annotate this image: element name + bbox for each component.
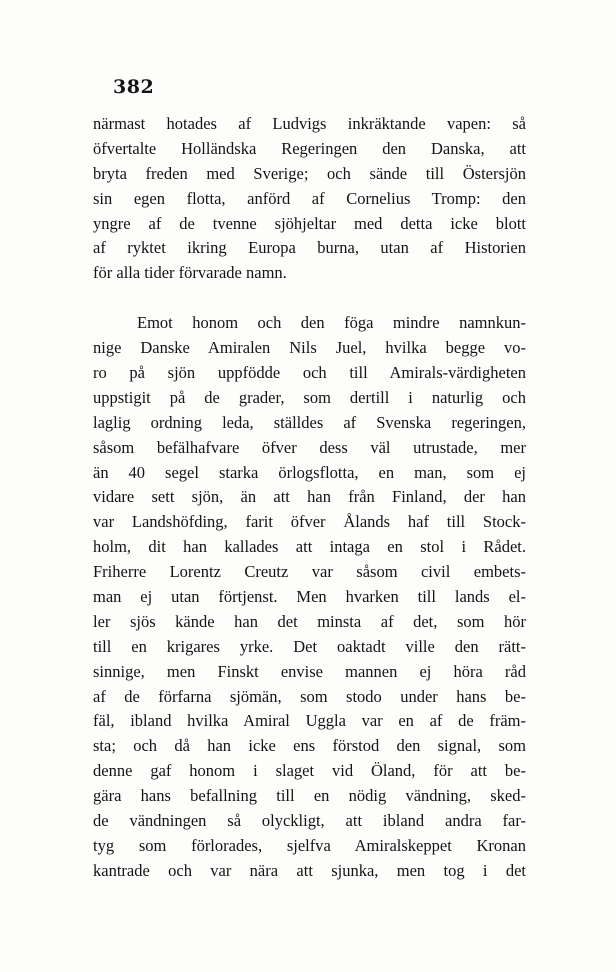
text-line: denne gaf honom i slaget vid Öland, för att be-: [93, 761, 526, 781]
text-line: gära hans befallning till en nödig vändning, sked-: [93, 786, 526, 806]
text-line: än 40 segel starka örlogsflotta, en man, som ej: [93, 462, 526, 482]
text-line: sin egen flotta, anförd af Cornelius Tromp: den: [93, 188, 526, 208]
text-line: ro på sjön uppfödde och till Amirals-värdigheten: [93, 363, 526, 383]
text-line: de vändningen så olyckligt, att ibland andra far-: [93, 811, 526, 831]
text-line: uppstigit på de grader, som dertill i naturlig och: [93, 387, 526, 407]
text-line: holm, dit han kallades att intaga en stol i Rådet.: [93, 537, 526, 557]
text-line: ler sjös kände han det minsta af det, som hör: [93, 611, 526, 631]
text-line: tyg som förlorades, sjelfva Amiralskeppet Kronan: [93, 835, 526, 855]
text-line: laglig ordning leda, ställdes af Svenska regeringen,: [93, 412, 526, 432]
text-line: nige Danske Amiralen Nils Juel, hvilka begge vo-: [93, 338, 526, 358]
text-line: Emot honom och den föga mindre namnkun-: [137, 313, 526, 333]
text-line: vidare sett sjön, än att han från Finland, der han: [93, 487, 526, 507]
text-line: öfvertalte Holländska Regeringen den Danska, att: [93, 138, 526, 158]
text-line: till en krigares yrke. Det oaktadt ville den rätt-: [93, 636, 526, 656]
body-text: [93, 112, 526, 884]
text-line: af ryktet ikring Europa burna, utan af Historien: [93, 238, 526, 258]
paragraph-gap: [93, 286, 526, 311]
text-line: yngre af de tvenne sjöhjeltar med detta icke blott: [93, 213, 526, 233]
page-number: 382: [113, 76, 155, 98]
text-line: för alla tider förvarade namn.: [93, 263, 287, 283]
paragraph-1: [93, 112, 526, 286]
text-line: såsom befälhafvare öfver dess väl utrustade, mer: [93, 437, 526, 457]
text-line: kantrade och var nära att sjunka, men tog i det: [93, 860, 526, 880]
text-line: var Landshöfding, farit öfver Ålands haf till Stock-: [93, 512, 526, 532]
text-line: man ej utan förtjenst. Men hvarken till lands el-: [93, 587, 526, 607]
text-line: sinnige, men Finskt envise mannen ej höra råd: [93, 661, 526, 681]
text-line: sta; och då han icke ens förstod den signal, som: [93, 736, 526, 756]
text-line: Friherre Lorentz Creutz var såsom civil embets-: [93, 562, 526, 582]
text-line: närmast hotades af Ludvigs inkräktande vapen: så: [93, 114, 526, 133]
paragraph-2: [93, 311, 526, 883]
text-line: bryta freden med Sverige; och sände till Östersjön: [93, 163, 526, 183]
text-line: af de förfarna sjömän, som stodo under hans be-: [93, 686, 526, 706]
text-line: fäl, ibland hvilka Amiral Uggla var en af de främ-: [93, 711, 526, 731]
